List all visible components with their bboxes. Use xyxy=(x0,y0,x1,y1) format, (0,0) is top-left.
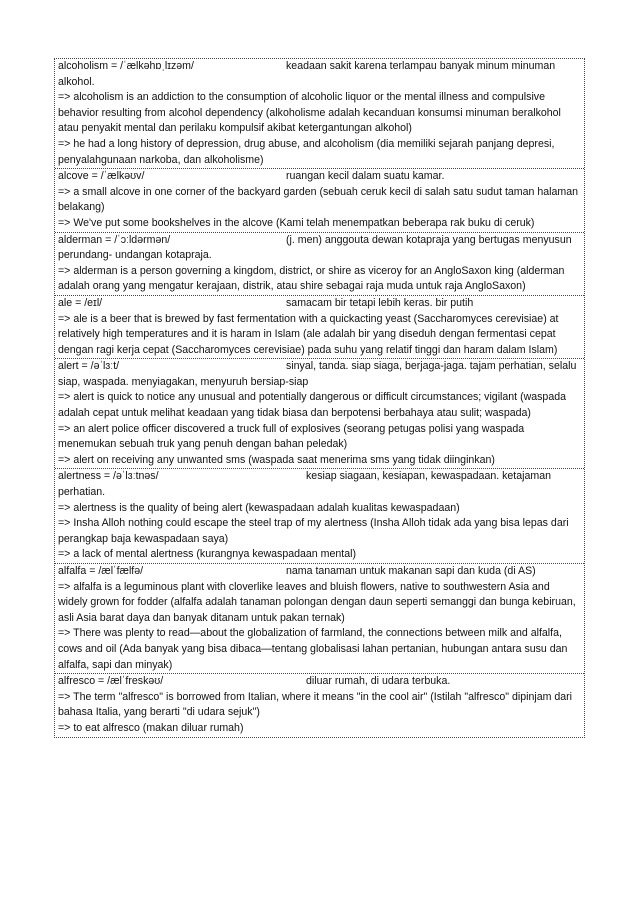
entry-term: alertness = /əˈlɜːtnəs/ xyxy=(58,470,159,483)
entry-term: alcoholism = /ˈælkəhɒˌlɪzəm/ xyxy=(58,60,194,72)
example-line: => to eat alfresco (makan diluar rumah) xyxy=(58,721,244,734)
entry-meaning: kesiap siagaan, kesiapan, kewaspadaan. ketajaman perhatian. xyxy=(58,470,551,499)
entry-heading xyxy=(58,59,581,90)
example-line: => alderman is a person governing a kingdom, district, or shire as viceroy for an AngloSaxon king (alderman adalah orang yang mengatur kerajaan, distrik, atau shire sebagai raja muda untuk raja AngloSaxon) xyxy=(58,264,565,293)
example-line: => We've put some bookshelves in the alcove (Kami telah menempatkan beberapa rak buku di ceruk) xyxy=(58,216,535,229)
example-line: => alcoholism is an addiction to the consumption of alcoholic liquor or the mental illness and compulsive behavior resulting from alcohol dependency (alkoholisme adalah kecanduan konsumsi minuman beralkohol atau penyakit mental dan perilaku kompulsif akibat ketergantungan alkohol) xyxy=(58,91,561,135)
entry-heading xyxy=(58,469,581,500)
entry-heading xyxy=(58,674,581,690)
entry-meaning: keadaan sakit karena terlampau banyak minum minuman alkohol. xyxy=(58,60,556,88)
entry-meaning: nama tanaman untuk makanan sapi dan kuda (di AS) xyxy=(286,565,536,577)
example-line: => he had a long history of depression, drug abuse, and alcoholism (dia memiliki sejarah panjang depresi, penyalahgunaan narkoba, dan alkoholisme) xyxy=(58,137,555,166)
dictionary-entry xyxy=(55,564,584,674)
entry-meaning: samacam bir tetapi lebih keras. bir putih xyxy=(286,296,474,309)
entry-heading xyxy=(58,169,581,185)
example-line: => a small alcove in one corner of the backyard garden (sebuah ceruk kecil di salah satu sudut taman halaman belakang) xyxy=(58,185,578,214)
example-line: => alert is quick to notice any unusual and potentially dangerous or difficult circumstances; vigilant (waspada adalah cepat untuk melihat keadaan yang tidak biasa dan berpotensi berbahaya atau sulit; waspada) xyxy=(58,391,567,420)
entry-meaning: sinyal, tanda. siap siaga, berjaga-jaga. tajam perhatian, selalu siap, waspada. menyiagakan, menyuruh bersiap-siap xyxy=(58,360,577,388)
dictionary-entry xyxy=(55,359,584,469)
entry-term: alfalfa = /ælˈfælfə/ xyxy=(58,565,144,577)
example-line: => ale is a beer that is brewed by fast fermentation with a quickacting yeast (Saccharomyces cerevisiae) at relatively high temperatures and it is haram in Islam (ale adalah bir yang diseduh dengan fermentasi cepat dengan ragi kerja cepat (Saccharomyces cerevisiae) pada suhu yang relatif tinggi dan haram dalam Islam) xyxy=(58,312,559,356)
example-line: => alfalfa is a leguminous plant with cloverlike leaves and bluish flowers, native to southwestern Asia and widely grown for fodder (alfalfa adalah tanaman polongan dengan daun seperti semanggi dan bunga kebiruan, asli Asia barat daya dan banyak ditanam untuk pakan ternak) xyxy=(58,580,576,624)
example-line: => There was plenty to read—about the globalization of farmland, the connections between milk and alfalfa, cows and oil (Ada banyak yang bisa dibaca—tentang globalisasi lahan pertanian, hubungan antara susu dan alfalfa, sapi dan minyak) xyxy=(58,627,568,671)
example-line: => Insha Alloh nothing could escape the steel trap of my alertness (Insha Alloh tidak ada yang bisa lepas dari perangkap baja kewaspadaan saya) xyxy=(58,517,569,545)
example-line: => The term "alfresco" is borrowed from Italian, where it means "in the cool air" (Istilah "alfresco" dipinjam dari bahasa Italia, yang berarti "di udara sejuk") xyxy=(58,690,573,719)
dictionary-entry xyxy=(55,674,584,736)
entry-meaning: ruangan kecil dalam suatu kamar. xyxy=(286,170,445,183)
entry-meaning: (j. men) anggouta dewan kotapraja yang bertugas menyusun perundang- undangan kotapraja. xyxy=(58,233,572,262)
entry-term: alcove = /ˈælkəʊv/ xyxy=(58,170,145,183)
dictionary-entry xyxy=(55,296,584,359)
entry-term: alfresco = /ælˈfreskəʊ/ xyxy=(58,675,164,688)
example-line: => alertness is the quality of being alert (kewaspadaan adalah kualitas kewaspadaan) xyxy=(58,501,460,514)
entry-term: alert = /əˈlɜːt/ xyxy=(58,360,120,373)
dictionary-entry xyxy=(55,169,584,232)
entry-heading xyxy=(58,296,581,312)
entry-term: ale = /eɪl/ xyxy=(58,296,103,309)
entry-heading xyxy=(58,564,581,580)
dictionary-entry xyxy=(55,469,584,564)
example-line: => a lack of mental alertness (kurangnya kewaspadaan mental) xyxy=(58,548,356,561)
entry-term: alderman = /ˈɔːldərmən/ xyxy=(58,233,171,246)
example-line: => an alert police officer discovered a truck full of explosives (seorang petugas polisi yang waspada menemukan sebuah truk yang penuh dengan bahan peledak) xyxy=(58,422,525,451)
entry-heading xyxy=(58,359,581,390)
dictionary-entry xyxy=(55,233,584,296)
example-line: => alert on receiving any unwanted sms (waspada saat menerima sms yang tidak diinginkan) xyxy=(58,453,495,466)
dictionary-entries xyxy=(54,58,585,738)
entry-meaning: diluar rumah, di udara terbuka. xyxy=(306,675,451,688)
entry-heading xyxy=(58,233,581,264)
dictionary-entry xyxy=(55,59,584,169)
